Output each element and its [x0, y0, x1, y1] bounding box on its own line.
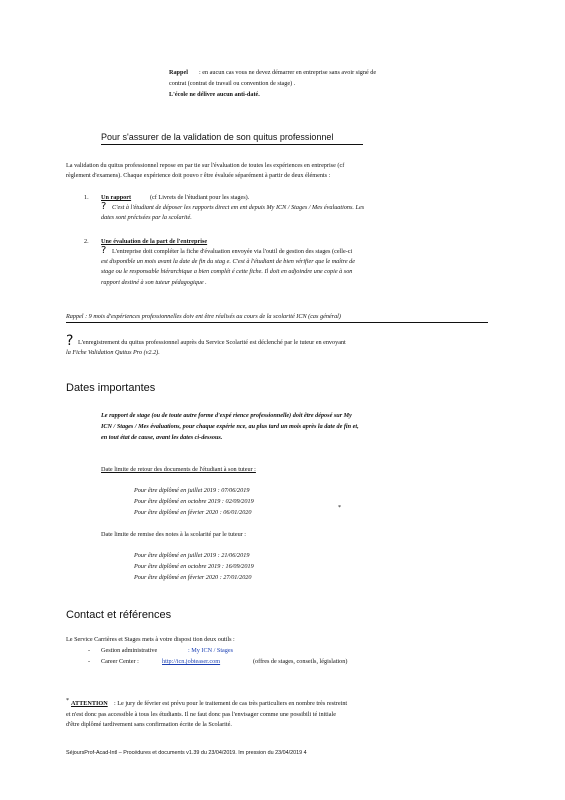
dates-note-line-3: en tout état de cause, avant les dates ci-dessous.: [101, 434, 223, 441]
item-1-number: 1.: [84, 194, 89, 201]
attention-label: ATTENTION: [71, 700, 108, 707]
attention-line-2: et n'est donc pas accessible à tous les étudiants. Il ne faut donc pas l'envisager comme une possibili té initiale: [66, 711, 336, 718]
page-footer: SéjoursProf-Acad-Intl – Procédures et documents v1.39 du 23/04/2019. Im pression du 23/04/2019 4: [66, 750, 307, 756]
bullet-1-label: Gestion administrative: [101, 647, 158, 654]
enregistrement-line-2: la Fiche Validation Quitus Pro (v2.2).: [66, 349, 160, 356]
quitus-heading-rule: [101, 144, 363, 145]
retour-title: Date limite de retour des documents de l'étudiant à son tuteur :: [101, 466, 256, 473]
quitus-intro-line-1: La validation du quitus professionnel repose en par tie sur l'évaluation de toutes les expériences en entreprise (cf: [66, 162, 345, 169]
bullet-2-label: Career Center :: [101, 658, 139, 665]
item-1-line-2: C'est à l'étudiant de déposer les rapports direct em ent depuis My ICN / Stages / Mes évaluations. Les: [112, 204, 365, 211]
item-2-number: 2.: [84, 238, 89, 245]
bullet-dash: -: [88, 658, 91, 665]
remise-row: Pour être diplômé en octobre 2019 : 16/09/2019: [134, 563, 254, 570]
enregistrement-line-1: L'enregistrement du quitus professionnel auprès du Service Scolarité est déclenché par le tuteur en envoyant: [78, 339, 346, 346]
bullet-2-rest: (offres de stages, conseils, législation): [253, 658, 348, 665]
attention-line-3: d'être diplômé tardivement sans confirmation écrite de la Scolarité.: [66, 721, 232, 728]
rappel-line-2: contrat (contrat de travail ou convention de stage) .: [169, 80, 296, 87]
contact-heading: Contact et références: [66, 609, 172, 621]
career-center-link[interactable]: http://icn.jobteaser.com: [162, 658, 221, 665]
item-2-line-5: rapport destiné à son tuteur pédagogique .: [101, 279, 207, 286]
rappel-label: Rappel: [169, 69, 188, 76]
rappel-line-1: : en aucun cas vous ne devez démarrer en entreprise sans avoir signé de: [199, 69, 377, 76]
remise-row: Pour être diplômé en juillet 2019 : 21/06/2019: [134, 552, 250, 559]
item-1-title-rest: (cf Livrets de l'étudiant pour les stages).: [150, 194, 250, 201]
item-1-title: Un rapport: [101, 194, 132, 201]
dates-note-line-1: Le rapport de stage (ou de toute autre forme d'expé rience professionnelle) doit être déposé sur My: [101, 412, 352, 419]
retour-row: Pour être diplômé en juillet 2019 : 07/06/2019: [134, 487, 250, 494]
remise-title: Date limite de remise des notes à la scolarité par le tuteur :: [101, 531, 247, 538]
item-1-line-3: dates sont précisées par la scolarité.: [101, 214, 192, 221]
question-mark-icon: ?: [101, 245, 107, 256]
retour-row: Pour être diplômé en février 2020 : 06/01/2020: [134, 509, 252, 516]
rappel-line-3: L'école ne délivre aucun anti-daté.: [169, 91, 260, 98]
question-mark-icon: ?: [66, 333, 74, 349]
dates-heading: Dates importantes: [66, 382, 156, 394]
bullet-dash: -: [88, 647, 91, 654]
item-2-line-3: est disponible un mois avant la date de fin du stag e. C'est à l'étudiant de bien vérifier que le maître de: [101, 258, 356, 265]
asterisk-mark: *: [338, 504, 342, 511]
quitus-intro-line-2: règlement d'examens). Chaque expérience doit pouvo r être évaluée séparément à partir de deux éléments :: [66, 172, 331, 179]
item-2-line-2: L'entreprise doit compléter la fiche d'évaluation envoyée via l'outil de gestion des stages (celle-ci: [112, 248, 353, 255]
contact-intro: Le Service Carrières et Stages mets à votre disposi tion deux outils :: [66, 636, 235, 643]
quitus-heading: Pour s'assurer de la validation de son quitus professionnel: [101, 132, 334, 142]
rappel-9-mois-rule: [66, 322, 488, 323]
item-2-title: Une évaluation de la part de l'entreprise: [101, 238, 208, 245]
question-mark-icon: ?: [101, 201, 107, 212]
retour-row: Pour être diplômé en octobre 2019 : 02/09/2019: [134, 498, 254, 505]
item-2-line-4: stage ou le responsable hiérarchique a bien complét é cette fiche. Il doit en adjoindre une copie à son: [101, 268, 353, 275]
dates-note-line-2: ICN / Stages / Mes évaluations, pour chaque expérie nce, au plus tard un mois après la date de fin et,: [101, 423, 359, 430]
attention-asterisk: *: [66, 697, 70, 704]
rappel-9-mois: Rappel : 9 mois d'expériences professionnelles doiv ent être réalisés au cours de la scolarité ICN (cas général): [66, 313, 341, 320]
attention-line-1: : Le jury de février est prévu pour le traitement de cas très particuliers en nombre très restreint: [114, 700, 348, 707]
bullet-1-value: : My ICN / Stages: [188, 647, 234, 654]
remise-row: Pour être diplômé en février 2020 : 27/01/2020: [134, 574, 252, 581]
